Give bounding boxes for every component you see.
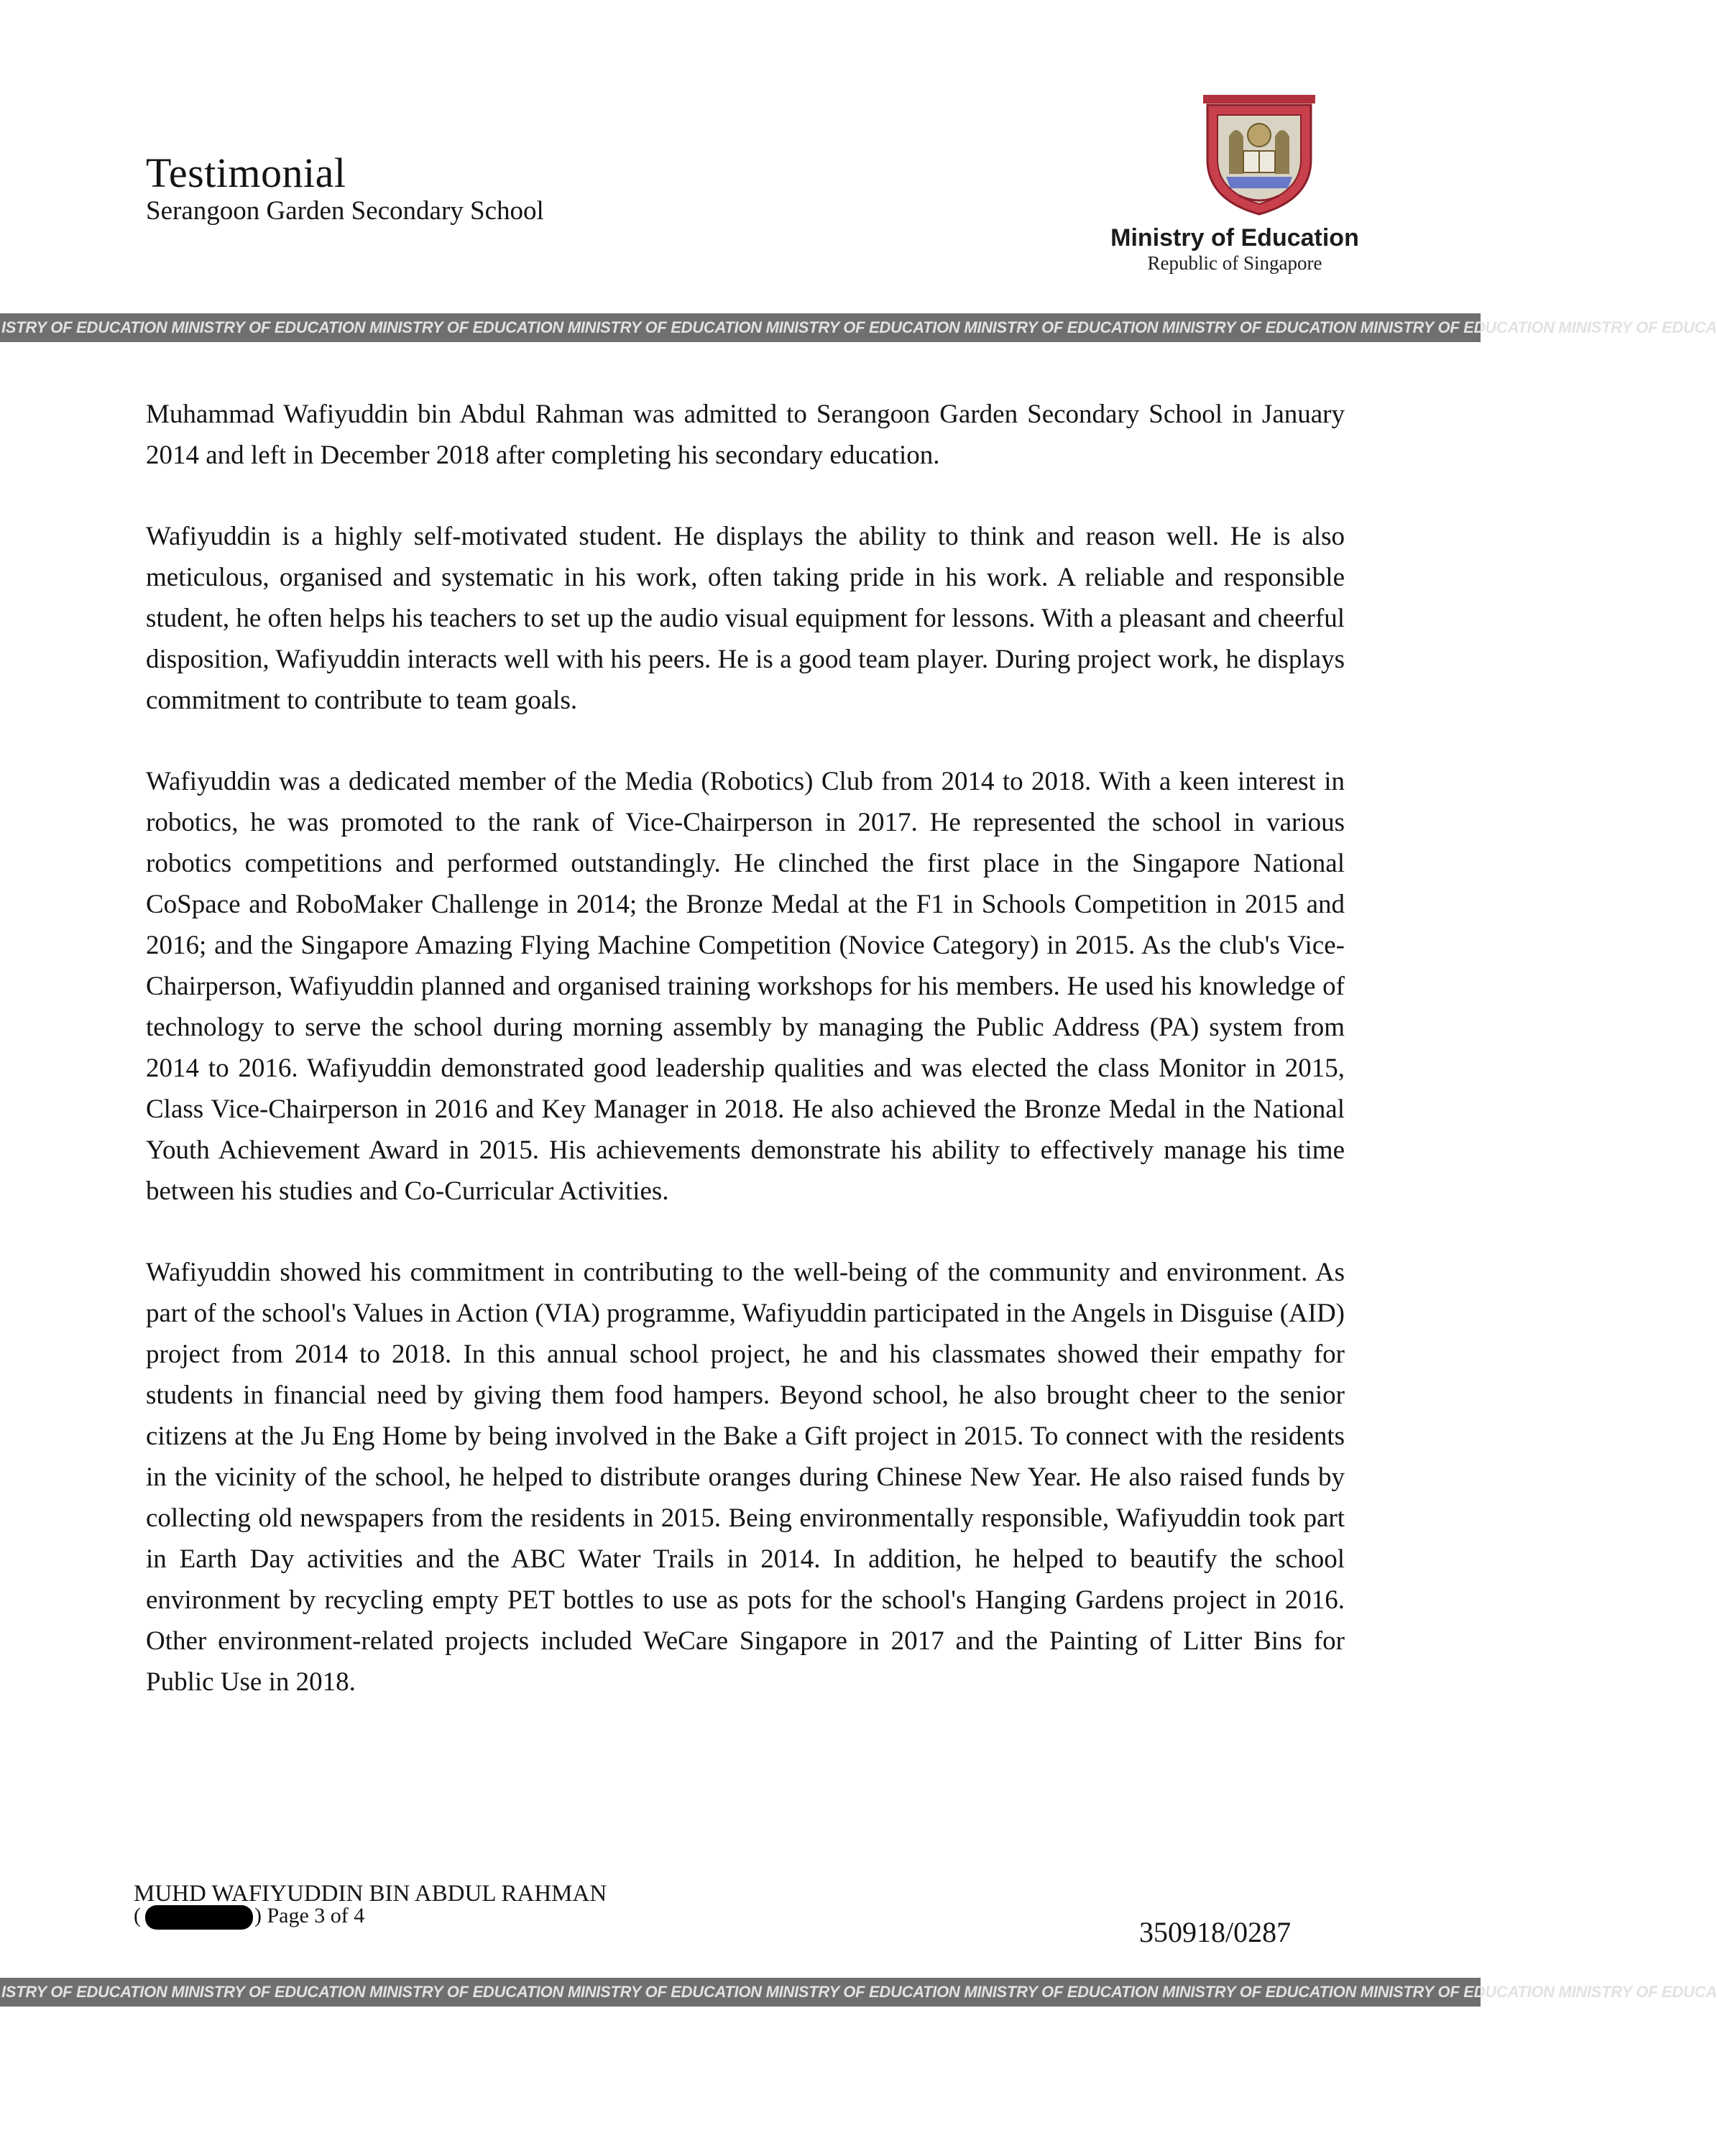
testimonial-body (146, 394, 1345, 1743)
band-text-top: ISTRY OF EDUCATION MINISTRY OF EDUCATION MINISTRY OF EDUCATION MINISTRY OF EDUCATION MINISTRY OF EDUCATION MINISTRY OF EDUCATION MINISTRY OF EDUCATION MINISTRY OF EDUCATION MINISTRY OF EDUCA (1, 318, 1717, 336)
ministry-name: Ministry of Education (1110, 224, 1359, 252)
paragraph-admission: Muhammad Wafiyuddin bin Abdul Rahman was admitted to Serangoon Garden Secondary School in January 2014 and left in December 2018 after completing his secondary education. (146, 400, 1345, 470)
redaction-mark (145, 1905, 253, 1930)
document-title: Testimonial (146, 149, 346, 196)
footer-student-name: MUHD WAFIYUDDIN BIN ABDUL RAHMAN (134, 1881, 607, 1907)
school-crest-icon (1202, 93, 1317, 217)
paragraph-community: Wafiyuddin showed his commitment in contributing to the well-being of the community and environment. As part of the school's Values in Action (VIA) programme, Wafiyuddin participated in the Angels in Disguise (AID) project from 2014 to 2018. In this annual school project, he and his classmates showed their empathy for students in financial need by giving them food hampers. Beyond school, he also brought cheer to the senior citizens at the Ju Eng Home by being involved in the Bake a Gift project in 2015. To connect with the residents in the vicinity of the school, he helped to distribute oranges during Chinese New Year. He also raised funds by collecting old newspapers from the residents in 2015. Being environmentally responsible, Wafiyuddin took part in Earth Day activities and the ABC Water Trails in 2014. In addition, he helped to beautify the school environment by recycling empty PET bottles to use as pots for the school's Hanging Gardens project in 2016. Other environment-related projects included WeCare Singapore in 2017 and the Painting of Litter Bins for Public Use in 2018. (146, 1258, 1345, 1697)
band-text-bottom: ISTRY OF EDUCATION MINISTRY OF EDUCATION MINISTRY OF EDUCATION MINISTRY OF EDUCATION MINISTRY OF EDUCATION MINISTRY OF EDUCATION MINISTRY OF EDUCATION MINISTRY OF EDUCATION MINISTRY OF EDUCA (1, 1983, 1717, 2001)
page-indicator: ) Page 3 of 4 (254, 1904, 365, 1927)
ministry-block (1084, 224, 1386, 275)
paragraph-cca: Wafiyuddin was a dedicated member of the Media (Robotics) Club from 2014 to 2018. With a keen interest in robotics, he was promoted to the rank of Vice-Chairperson in 2017. He represented the school in various robotics competitions and performed outstandingly. He clinched the first place in the Singapore National CoSpace and RoboMaker Challenge in 2014; the Bronze Medal at the F1 in Schools Competition in 2015 and 2016; and the Singapore Amazing Flying Machine Competition (Novice Category) in 2015. As the club's Vice-Chairperson, Wafiyuddin planned and organised training workshops for his members. He used his knowledge of technology to serve the school during morning assembly by managing the Public Address (PA) system from 2014 to 2016. Wafiyuddin demonstrated good leadership qualities and was elected the class Monitor in 2015, Class Vice-Chairperson in 2016 and Key Manager in 2018. He also achieved the Bronze Medal in the National Youth Achievement Award in 2015. His achievements demonstrate his ability to effectively manage his time between his studies and Co-Curricular Activities. (146, 767, 1345, 1206)
school-name: Serangoon Garden Secondary School (146, 196, 544, 226)
open-paren: ( (134, 1904, 141, 1927)
footer-student-info (134, 1881, 607, 1930)
reference-number: 350918/0287 (1139, 1916, 1292, 1948)
paragraph-character: Wafiyuddin is a highly self-motivated student. He displays the ability to think and reason well. He is also meticulous, organised and systematic in his work, often taking pride in his work. A reliable and responsible student, he often helps his teachers to set up the audio visual equipment for lessons. With a pleasant and cheerful disposition, Wafiyuddin interacts well with his peers. He is a good team player. During project work, he displays commitment to contribute to team goals. (146, 522, 1345, 715)
document-header (146, 151, 544, 227)
footer-page-row (134, 1904, 607, 1930)
ministry-subtitle: Republic of Singapore (1147, 252, 1322, 274)
ministry-watermark-band-top (0, 313, 1717, 342)
ministry-watermark-band-bottom (0, 1978, 1717, 2007)
